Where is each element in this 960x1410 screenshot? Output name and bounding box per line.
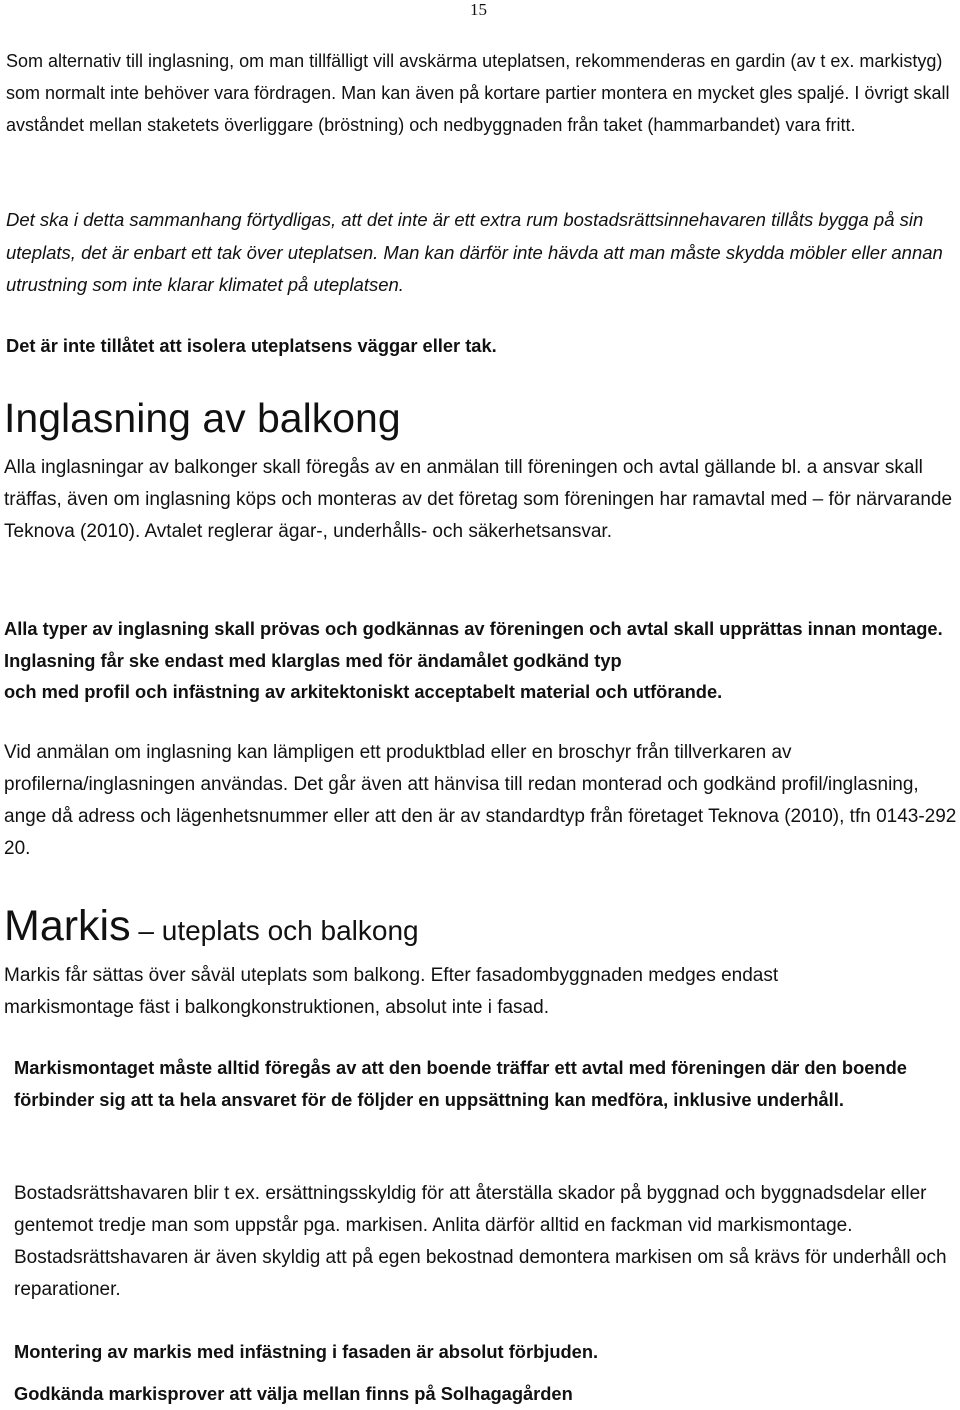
paragraph-product-sheet: Vid anmälan om inglasning kan lämpligen ett produktblad eller en broschyr från tillverkaren av profilerna/inglasningen användas. Det går även att hänvisa till redan monterad och godkänd profil/inglasning, ange då adress och lägenhetsnummer eller att den är av standardtyp från företaget Teknova (2010), tfn 0143-292 20. [4, 742, 957, 859]
heading-balcony-glazing: Inglasning av balkong [4, 395, 401, 441]
heading-awning [4, 898, 419, 961]
paragraph-awning-agreement: Markismontaget måste alltid föregås av att den boende träffar ett avtal med föreningen där den boende förbinder sig att ta hela ansvaret för de följder en uppsättning kan medföra, inklusive underhåll. [14, 1057, 907, 1110]
paragraph-glazing-material: och med profil och infästning av arkitektoniskt acceptabelt material och utförande. [4, 681, 723, 702]
paragraph-facade-forbidden: Montering av markis med infästning i fasaden är absolut förbjuden. [14, 1341, 599, 1362]
paragraph-curtain-alternative: Som alternativ till inglasning, om man tillfälligt vill avskärma uteplatsen, rekommenderas en gardin (av t ex. markistyg) som normalt inte behöver vara fördragen. Man kan även på kortare partier montera en mycket gles spaljé. I övrigt skall avståndet mellan staketets överliggare (bröstning) och nedbyggnaden från taket (hammarbandet) vara fritt. [6, 51, 950, 135]
page-number: 15 [470, 0, 487, 19]
paragraph-awning-liability: Bostadsrättshavaren blir t ex. ersättningsskyldig för att återställa skador på byggnad och byggnadsdelar eller gentemot tredje man som uppstår pga. markisen. Anlita därför alltid en fackman vid markismontage. Bostadsrättshavaren är även skyldig att på egen bekostnad demontera markisen om så krävs för underhåll och reparationer. [14, 1183, 947, 1300]
paragraph-awning-samples: Godkända markisprover att välja mellan finns på Solhagagården [14, 1383, 573, 1404]
heading-awning-main: Markis [4, 902, 131, 950]
heading-awning-subtitle: – uteplats och balkong [130, 915, 419, 946]
paragraph-not-extra-room: Det ska i detta sammanhang förtydligas, att det inte är ett extra rum bostadsrättsinnehavaren tillåts bygga på sin uteplats, det är enbart ett tak över uteplatsen. Man kan därför inte hävda att man måste skydda möbler eller annan utrustning som inte klarar klimatet på uteplatsen. [6, 209, 943, 295]
paragraph-no-insulation: Det är inte tillåtet att isolera uteplatsens väggar eller tak. [6, 335, 497, 356]
paragraph-glazing-approval: Alla typer av inglasning skall prövas och godkännas av föreningen och avtal skall upprättas innan montage. Inglasning får ske endast med klarglas med för ändamålet godkänd typ [4, 618, 943, 671]
paragraph-awning-permitted: Markis får sättas över såväl uteplats som balkong. Efter fasadombyggnaden medges endast markismontage fäst i balkongkonstruktionen, absolut inte i fasad. [4, 965, 779, 1018]
paragraph-glazing-notification: Alla inglasningar av balkonger skall föregås av en anmälan till föreningen och avtal gällande bl. a ansvar skall träffas, även om inglasning köps och monteras av det företag som föreningen har ramavtal med – för närvarande Teknova (2010). Avtalet reglerar ägar-, underhålls- och säkerhetsansvar. [4, 457, 953, 542]
